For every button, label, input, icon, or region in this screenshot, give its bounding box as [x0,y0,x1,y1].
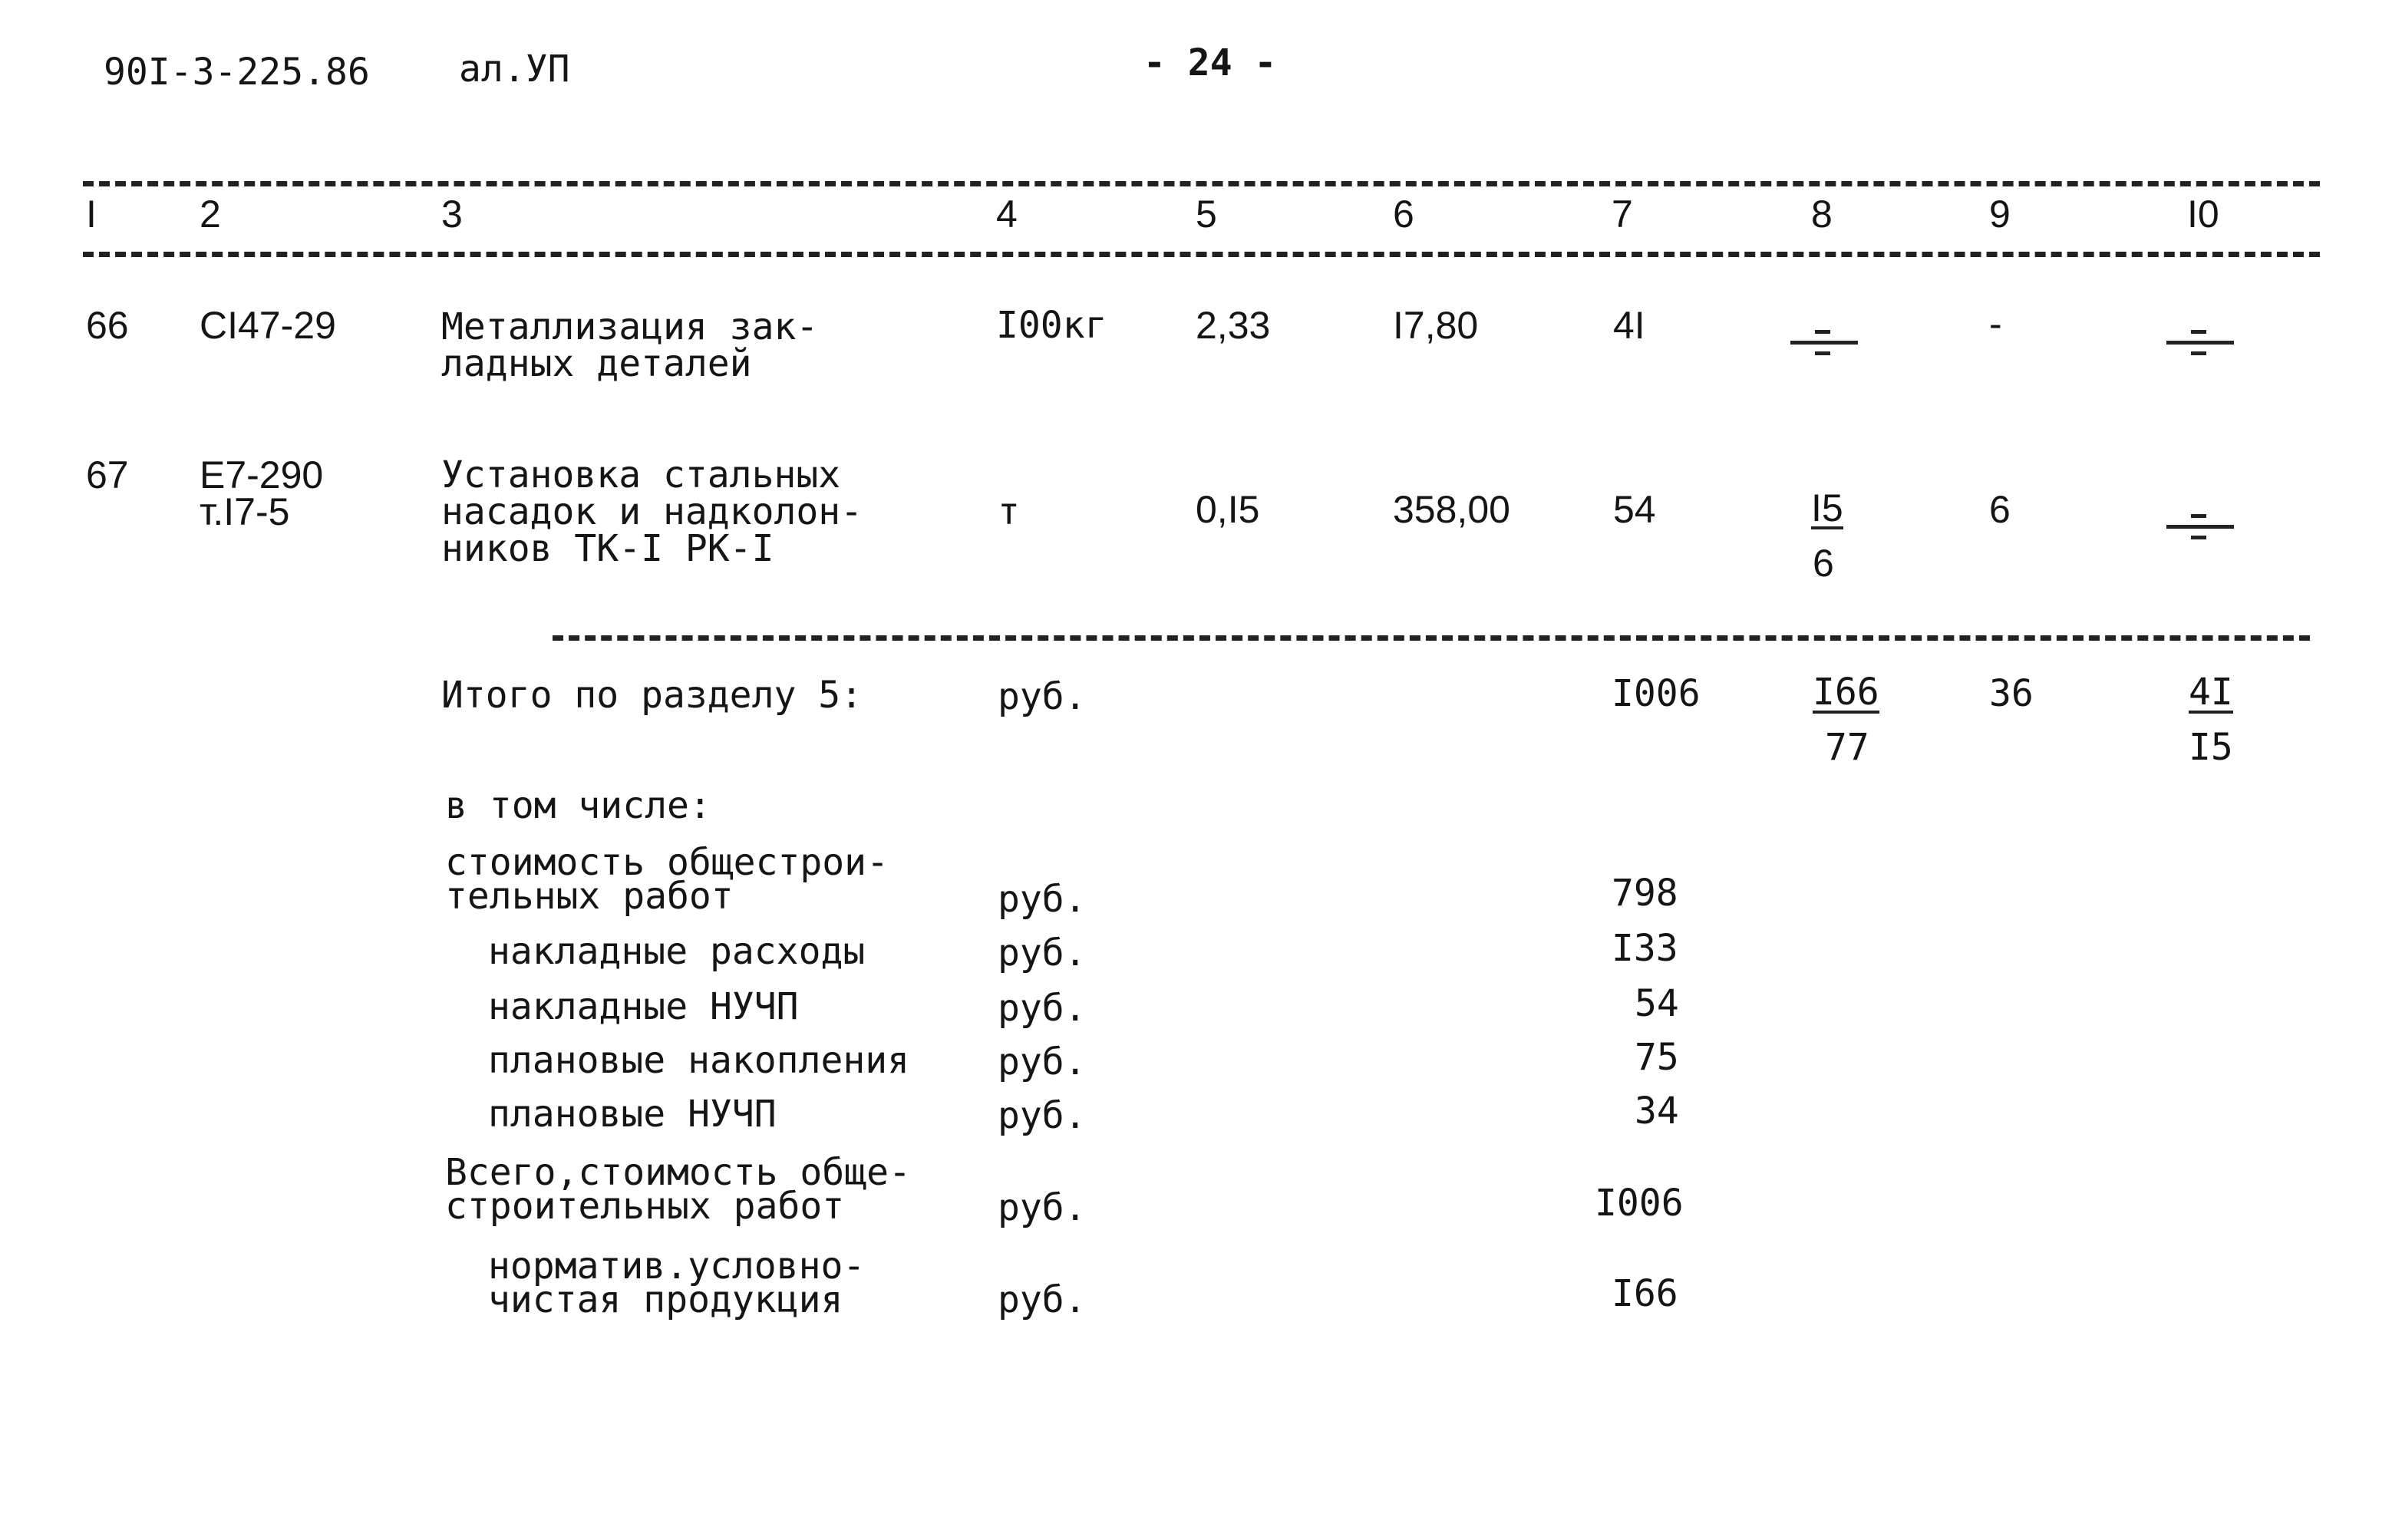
row-name-line2: насадок и надколон- [441,490,863,533]
ditto-fraction-icon [2160,499,2237,545]
row-unit: т [998,490,1020,533]
list-item: тельных работ [445,875,734,918]
page-number: - 24 - [1143,41,1277,84]
col-header-9: 9 [1989,193,2011,236]
list-item-value: I33 [1612,927,1678,970]
row-quantity: 2,33 [1196,304,1271,347]
row-total: 4I [1613,304,1645,347]
list-item: стоимость общестрои- [445,841,889,884]
list-item: плановые накопления [488,1039,910,1082]
summary-col8-denominator: 77 [1825,726,1869,769]
row-price: 358,00 [1393,488,1510,531]
section-divider [553,635,2310,641]
list-item: плановые НУЧП [488,1093,777,1136]
header-bottom-rule [83,252,2320,257]
row-price: I7,80 [1393,304,1479,347]
header-top-rule [83,181,2320,186]
summary-col10-denominator: I5 [2189,726,2233,769]
list-item: накладные НУЧП [488,985,799,1028]
summary-total: I006 [1612,672,1701,715]
row-code-line2: т.I7-5 [200,490,290,533]
row-code: CI47-29 [200,304,336,347]
row-total: 54 [1613,488,1656,531]
col-header-8: 8 [1811,193,1833,236]
list-item-unit: руб. [998,987,1087,1030]
summary-col8-numerator: I66 [1813,671,1879,714]
row-number: 67 [86,453,129,496]
list-item-value: I66 [1612,1272,1678,1315]
row-col8-numerator: I5 [1811,486,1843,529]
ditto-fraction-icon [1784,315,1861,361]
row-col9: - [1989,302,2002,345]
row-name-line1: Установка стальных [441,453,841,496]
row-name-line1: Металлизация зак- [441,305,819,348]
list-item: Всего,стоимость обще- [445,1151,911,1194]
summary-unit: руб. [998,675,1087,718]
col-header-3: 3 [441,193,463,236]
row-number: 66 [86,304,129,347]
col-header-5: 5 [1196,193,1217,236]
list-item-unit: руб. [998,1040,1087,1083]
row-col9: 6 [1989,488,2011,531]
row-unit: I00кг [996,304,1107,347]
list-item-value: 34 [1635,1090,1679,1133]
summary-col9: 36 [1989,672,2034,715]
list-item-value: 798 [1612,872,1678,915]
row-code-line1: E7-290 [200,453,324,496]
summary-col10-numerator: 4I [2189,671,2233,714]
row-name-line3: ников ТК-I РК-I [441,527,774,570]
list-item-unit: руб. [998,932,1087,974]
col-header-4: 4 [996,193,1018,236]
col-header-1: I [86,193,97,236]
list-item-value: 54 [1635,982,1679,1025]
breakdown-heading: в том числе: [445,784,711,827]
col-header-7: 7 [1612,193,1633,236]
document-code: 90I-3-225.86 [104,51,370,94]
list-item-unit: руб. [998,1278,1087,1321]
col-header-6: 6 [1393,193,1414,236]
list-item-unit: руб. [998,1094,1087,1137]
summary-label: Итого по разделу 5: [441,674,863,717]
row-quantity: 0,I5 [1196,488,1260,531]
ditto-fraction-icon [2160,315,2237,361]
list-item-value: 75 [1635,1036,1679,1079]
col-header-2: 2 [200,193,221,236]
row-name-line2: ладных деталей [441,342,752,385]
list-item-unit: руб. [998,878,1087,921]
list-item: накладные расходы [488,930,866,973]
col-header-10: I0 [2187,193,2219,236]
list-item: строительных работ [445,1185,845,1228]
list-item: норматив.условно- [488,1245,866,1288]
list-item-value: I006 [1595,1182,1684,1225]
row-col8-denominator: 6 [1813,542,1834,585]
list-item-unit: руб. [998,1186,1087,1229]
list-item: чистая продукция [488,1278,843,1321]
album-label: ал.УП [459,48,570,91]
